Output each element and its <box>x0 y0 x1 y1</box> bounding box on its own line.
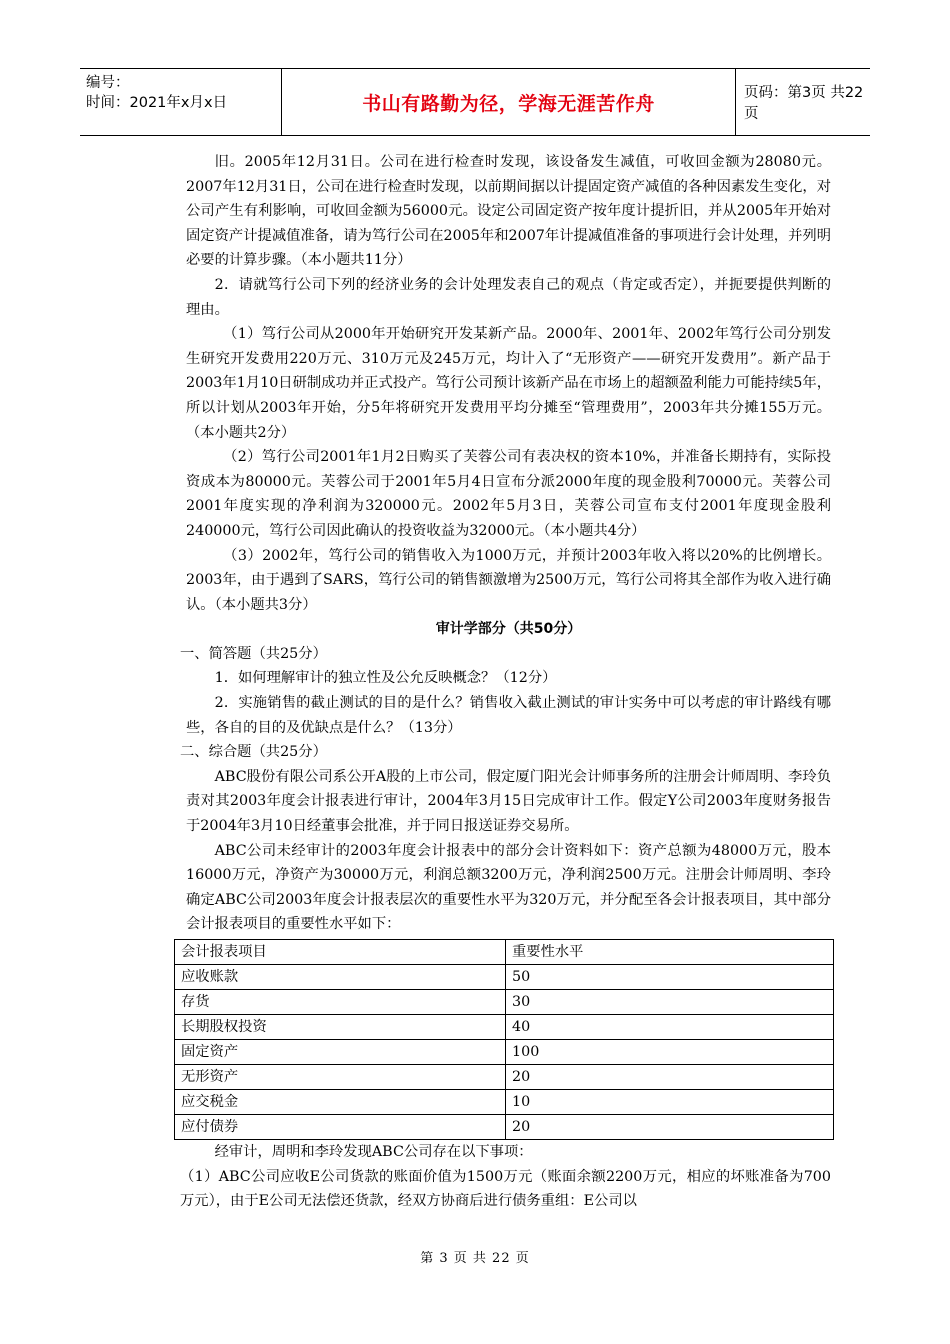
document-body <box>180 150 831 1214</box>
question-2-item-2: （2）笃行公司2001年1月2日购买了芙蓉公司有表决权的资本10%，并准备长期持有，实际投资成本为80000元。芙蓉公司于2001年5月4日宣布分派2000年度的现金股利70000元。芙蓉公司2001年度实现的净利润为320000元。2002年5月3日，芙蓉公司宣布支付2001年度现金股利240000元，笃行公司因此确认的投资收益为32000元。（本小题共4分） <box>186 449 831 539</box>
header-page-label: 页码：第3页 共22页 <box>744 85 864 122</box>
table-cell-item: 无形资产 <box>175 1065 506 1090</box>
table-cell-item: 应交税金 <box>175 1090 506 1115</box>
paragraph-depreciation-continued: 旧。2005年12月31日。公司在进行检查时发现，该设备发生减值，可收回金额为28080元。2007年12月31日，公司在进行检查时发现，以前期间据以计提固定资产减值的各种因素发生变化，对公司产生有利影响，可收回金额为56000元。设定公司固定资产按年度计提折旧，并从2005年开始对固定资产计提减值准备，请为笃行公司在2005年和2007年计提减值准备的事项进行会计处理，并列明必要的计算步骤。（本小题共11分） <box>186 154 831 269</box>
table-header-row <box>175 940 834 965</box>
table-row <box>175 965 834 990</box>
table-header-item: 会计报表项目 <box>175 940 506 965</box>
table-cell-value: 40 <box>506 1015 834 1040</box>
table-row <box>175 1115 834 1140</box>
header-motto-cell <box>281 69 736 135</box>
table-row <box>175 1065 834 1090</box>
question-2-item-1: （1）笃行公司从2000年开始研究开发某新产品。2000年、2001年、2002年笃行公司分别发生研究开发费用220万元、310万元及245万元，均计入了“无形资产——研究开发费用”。新产品于2003年1月10日研制成功并正式投产。笃行公司预计该新产品在市场上的超额盈利能力可能持续5年，所以计划从2003年开始，分5年将研究开发费用平均分摊至“管理费用”，2003年共分摊155万元。（本小题共2分） <box>186 326 831 441</box>
header-meta <box>80 69 281 135</box>
table-cell-item: 固定资产 <box>175 1040 506 1065</box>
section-title-audit: 审计学部分（共50分） <box>435 621 582 638</box>
table-cell-value: 10 <box>506 1090 834 1115</box>
audit-findings-intro: 经审计，周明和李玲发现ABC公司存在以下事项： <box>214 1144 533 1160</box>
table-cell-value: 30 <box>506 990 834 1015</box>
table-cell-value: 20 <box>506 1065 834 1090</box>
audit-finding-1: （1）ABC公司应收E公司货款的账面价值为1500万元（账面余额2200万元，相应的坏账准备为700万元），由于E公司无法偿还货款，经双方协商后进行债务重组：E公司以 <box>180 1168 831 1210</box>
page-footer: 第 3 页 共 22 页 <box>420 1251 530 1266</box>
table-cell-value: 100 <box>506 1040 834 1065</box>
table-cell-value: 20 <box>506 1115 834 1140</box>
table-row <box>175 1090 834 1115</box>
table-cell-value: 50 <box>506 965 834 990</box>
subsection-comprehensive: 二、综合题（共25分） <box>180 744 327 761</box>
table-cell-item: 长期股权投资 <box>175 1015 506 1040</box>
table-cell-item: 应付债券 <box>175 1115 506 1140</box>
table-cell-item: 存货 <box>175 990 506 1015</box>
short-answer-q2: 2．实施销售的截止测试的目的是什么？销售收入截止测试的审计实务中可以考虑的审计路线有哪些，各自的目的及优缺点是什么？（13分） <box>186 695 831 736</box>
short-answer-q1: 1．如何理解审计的独立性及公允反映概念？（12分） <box>214 670 557 687</box>
table-row <box>175 1040 834 1065</box>
table-row <box>175 1015 834 1040</box>
doc-date-label: 时间：2021年x月x日 <box>86 95 228 111</box>
table-header-materiality: 重要性水平 <box>506 940 834 965</box>
table-cell-item: 应收账款 <box>175 965 506 990</box>
materiality-table <box>174 939 834 1140</box>
subsection-short-answer: 一、简答题（共25分） <box>180 645 327 662</box>
table-row <box>175 990 834 1015</box>
comprehensive-case-data: ABC公司未经审计的2003年度会计报表中的部分会计资料如下：资产总额为48000万元，股本16000万元，净资产为30000万元，利润总额3200万元，净利润2500万元。注册会计师周明、李玲确定ABC公司2003年度会计报表层次的重要性水平为320万元，并分配至各会计报表项目，其中部分会计报表项目的重要性水平如下： <box>186 842 831 933</box>
question-2-item-3: （3）2002年，笃行公司的销售收入为1000万元，并预计2003年收入将以20%的比例增长。2003年，由于遇到了SARS，笃行公司的销售额激增为2500万元，笃行公司将其全部作为收入进行确认。（本小题共3分） <box>186 547 831 613</box>
comprehensive-case-intro: ABC股份有限公司系公开A股的上市公司，假定厦门阳光会计师事务所的注册会计师周明、李玲负责对其2003年度会计报表进行审计，2004年3月15日完成审计工作。假定Y公司2003年度财务报告于2004年3月10日经董事会批准，并于同日报送证券交易所。 <box>186 768 831 835</box>
header-motto: 书山有路勤为径，学海无涯苦作舟 <box>362 92 655 115</box>
doc-number-label: 编号： <box>86 75 130 91</box>
page-header <box>80 68 870 136</box>
question-2-intro: 2．请就笃行公司下列的经济业务的会计处理发表自己的观点（肯定或否定），并扼要提供判断的理由。 <box>186 276 831 318</box>
